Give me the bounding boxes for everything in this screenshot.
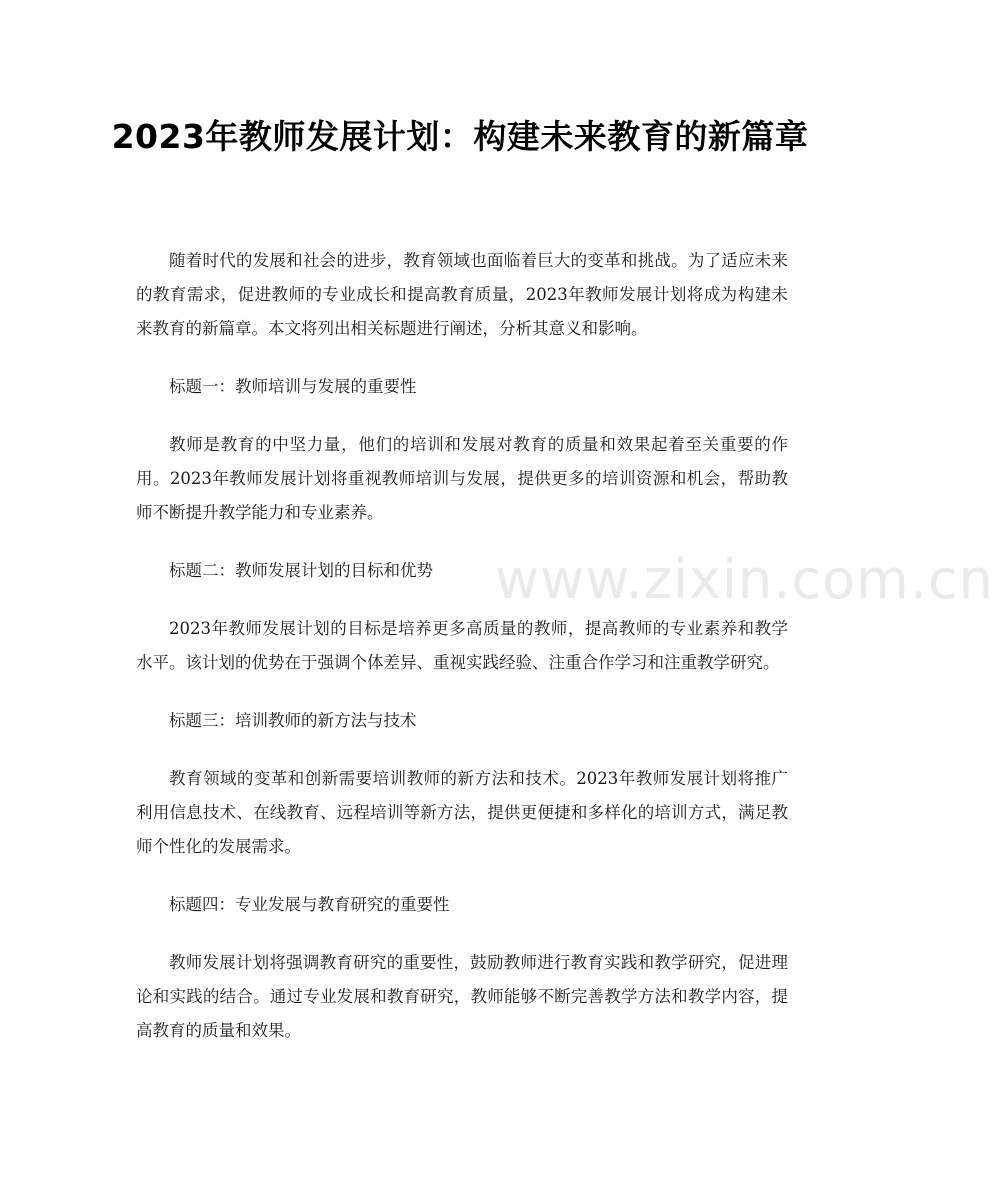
document-title: 2023年教师发展计划：构建未来教育的新篇章 [111, 117, 809, 156]
document-body [136, 244, 788, 1072]
section-heading-2: 标题二：教师发展计划的目标和优势 [169, 561, 433, 580]
section-heading-4: 标题四：专业发展与教育研究的重要性 [169, 895, 450, 914]
intro-paragraph: 随着时代的发展和社会的进步，教育领域也面临着巨大的变革和挑战。为了适应未来的教育需求，促进教师的专业成长和提高教育质量，2023年教师发展计划将成为构建未来教育的新篇章。本文将列出相关标题进行阐述，分析其意义和影响。 [136, 251, 788, 338]
section-body-1: 教师是教育的中坚力量，他们的培训和发展对教育的质量和效果起着至关重要的作用。2023年教师发展计划将重视教师培训与发展，提供更多的培训资源和机会，帮助教师不断提升教学能力和专业素养。 [136, 435, 788, 522]
section-body-3: 教育领域的变革和创新需要培训教师的新方法和技术。2023年教师发展计划将推广利用信息技术、在线教育、远程培训等新方法，提供更便捷和多样化的培训方式，满足教师个性化的发展需求。 [136, 769, 788, 856]
watermark: www.zixin.com.cn [495, 548, 994, 611]
section-body-4: 教师发展计划将强调教育研究的重要性，鼓励教师进行教育实践和教学研究，促进理论和实践的结合。通过专业发展和教育研究，教师能够不断完善教学方法和教学内容，提高教育的质量和效果。 [136, 953, 788, 1040]
section-heading-3: 标题三：培训教师的新方法与技术 [169, 711, 417, 730]
section-heading-1: 标题一：教师培训与发展的重要性 [169, 377, 417, 396]
section-body-2: 2023年教师发展计划的目标是培养更多高质量的教师，提高教师的专业素养和教学水平。该计划的优势在于强调个体差异、重视实践经验、注重合作学习和注重教学研究。 [136, 619, 788, 672]
